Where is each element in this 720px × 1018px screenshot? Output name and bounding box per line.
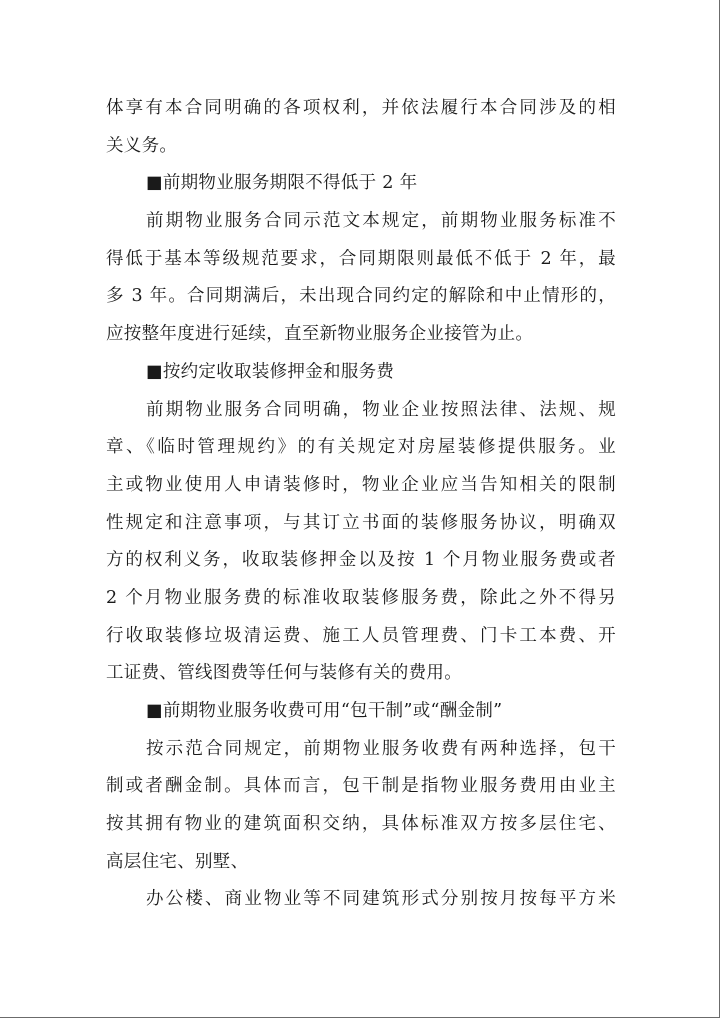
section-heading: ■前期物业服务收费可用“包干制”或“酬金制” [146,701,503,721]
section-heading: ■按约定收取装修押金和服务费 [146,361,395,382]
text-line: 得低于基本等级规范要求，合同期限则最低不低于 2 年，最 [106,248,616,269]
text-line: 主或物业使用人申请装修时，物业企业应当告知相关的限制 [106,474,616,495]
text-line: 行收取装修垃圾清运费、施工人员管理费、门卡工本费、开 [106,625,616,646]
document-body [106,90,616,919]
text-line: 办公楼、商业物业等不同建筑形式分别按月按每平方米 [146,889,616,910]
text-line: 体享有本合同明确的各项权利，并依法履行本合同涉及的相 [106,98,616,118]
text-line: 方的权利义务，收取装修押金以及按 1 个月物业服务费或者 [106,550,616,571]
text-line: 应按整年度进行延续，直至新物业服务企业接管为止。 [106,324,534,345]
text-line: 工证费、管线图费等任何与装修有关的费用。 [106,663,462,684]
text-line: 多 3 年。合同期满后，未出现合同约定的解除和中止情形的， [106,286,616,307]
text-line: 制或者酬金制。具体而言，包干制是指物业服务费用由业主 [106,776,616,797]
text-line: 按示范合同规定，前期物业服务收费有两种选择，包干 [146,738,616,759]
text-line: 2 个月物业服务费的标准收取装修服务费，除此之外不得另 [106,587,616,608]
text-line: 前期物业服务合同明确，物业企业按照法律、法规、规 [146,399,616,420]
text-line: 按其拥有物业的建筑面积交纳，具体标准双方按多层住宅、 [106,814,616,835]
text-line: 关义务。 [106,135,178,156]
text-line: 章、《临时管理规约》的有关规定对房屋装修提供服务。业 [106,437,616,458]
text-line: 性规定和注意事项，与其订立书面的装修服务协议，明确双 [106,512,616,533]
section-heading: ■前期物业服务期限不得低于 2 年 [146,173,418,194]
text-line: 前期物业服务合同示范文本规定，前期物业服务标准不 [146,211,616,232]
text-line: 高层住宅、别墅、 [106,851,249,872]
